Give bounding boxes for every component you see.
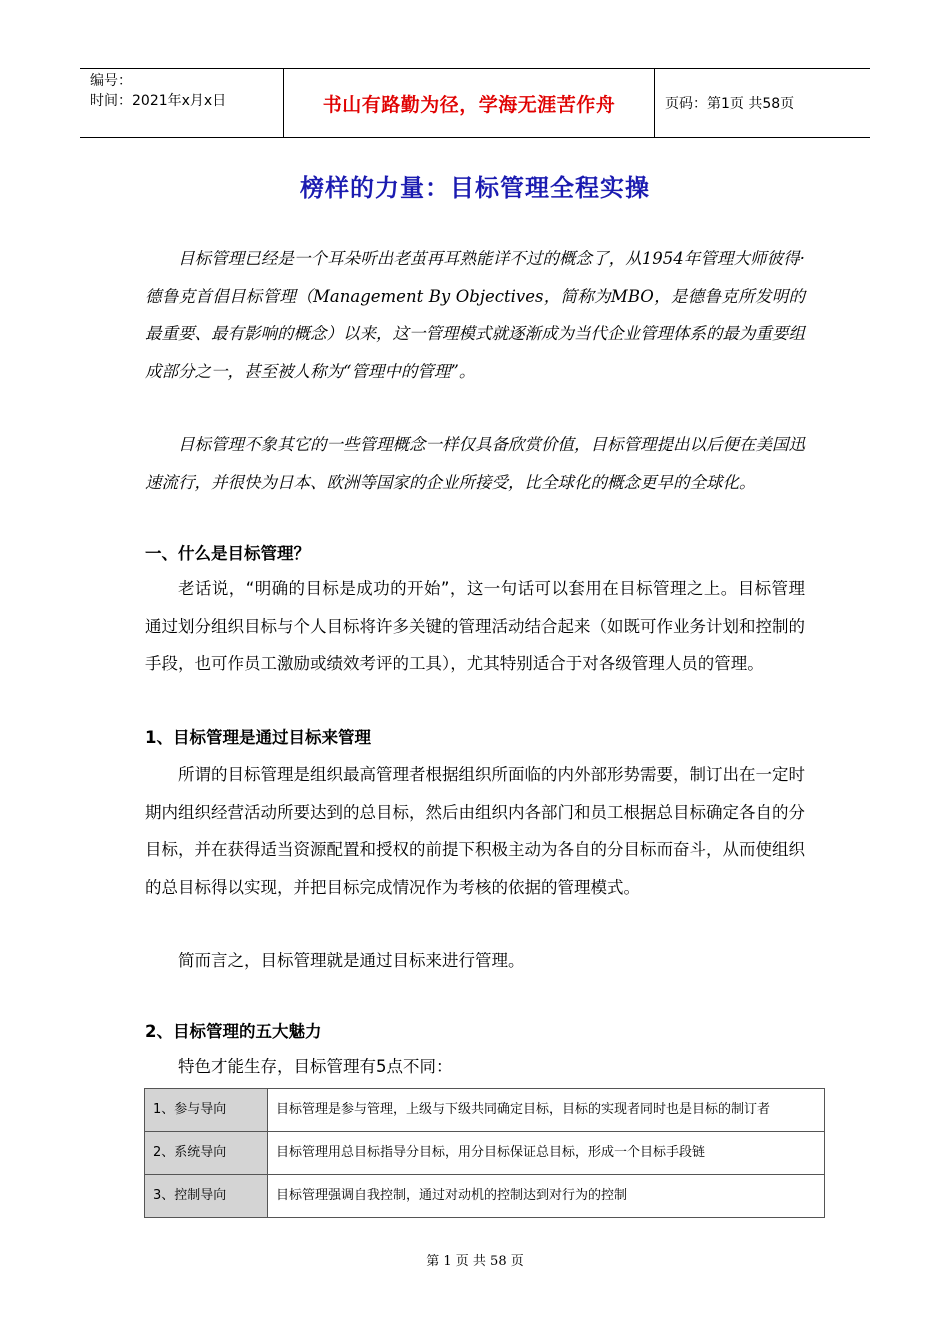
- table-row: [145, 1175, 825, 1218]
- page-header: [80, 68, 870, 138]
- feature-key: 2、系统导向: [145, 1132, 268, 1175]
- intro-paragraph-1: 目标管理已经是一个耳朵听出老茧再耳熟能详不过的概念了，从1954年管理大师彼得·德鲁克首倡目标管理（Management By Objectives，简称为MBO，是德鲁克所发明的最重要、最有影响的概念）以来，这一管理模式就逐渐成为当代企业管理体系的最为重要组成部分之一，甚至被人称为“管理中的管理”。: [145, 249, 805, 381]
- number-label: 编号：: [90, 73, 132, 89]
- subsection2-intro: 特色才能生存，目标管理有5点不同：: [178, 1057, 453, 1076]
- subsection1-paragraph-2: 简而言之，目标管理就是通过目标来进行管理。: [178, 951, 525, 970]
- table-row: [145, 1089, 825, 1132]
- header-motto: 书山有路勤为径，学海无涯苦作舟: [283, 69, 655, 137]
- features-table: [144, 1088, 825, 1218]
- feature-value: 目标管理用总目标指导分目标，用分目标保证总目标，形成一个目标手段链: [268, 1132, 825, 1175]
- section1-paragraph: 老话说，“明确的目标是成功的开始”，这一句话可以套用在目标管理之上。目标管理通过划分组织目标与个人目标将许多关键的管理活动结合起来（如既可作业务计划和控制的手段，也可作员工激励或绩效考评的工具），尤其特别适合于对各级管理人员的管理。: [145, 579, 805, 673]
- feature-key: 1、参与导向: [145, 1089, 268, 1132]
- subsection-heading-2: 2、目标管理的五大魅力: [145, 1022, 322, 1041]
- table-row: [145, 1132, 825, 1175]
- header-meta: [80, 69, 283, 137]
- document-title: 榜样的力量：目标管理全程实操: [300, 174, 650, 202]
- feature-value: 目标管理强调自我控制，通过对动机的控制达到对行为的控制: [268, 1175, 825, 1218]
- subsection1-paragraph-1: 所谓的目标管理是组织最高管理者根据组织所面临的内外部形势需要，制订出在一定时期内组织经营活动所要达到的总目标，然后由组织内各部门和员工根据总目标确定各自的分目标，并在获得适当资源配置和授权的前提下积极主动为各自的分目标而奋斗，从而使组织的总目标得以实现，并把目标完成情况作为考核的依据的管理模式。: [145, 765, 805, 897]
- intro-paragraph-2: 目标管理不象其它的一些管理概念一样仅具备欣赏价值，目标管理提出以后便在美国迅速流行，并很快为日本、欧洲等国家的企业所接受，比全球化的概念更早的全球化。: [145, 435, 805, 492]
- feature-value: 目标管理是参与管理，上级与下级共同确定目标，目标的实现者同时也是目标的制订者: [268, 1089, 825, 1132]
- subsection-heading-1: 1、目标管理是通过目标来管理: [145, 728, 371, 747]
- section-heading-1: 一、什么是目标管理？: [145, 544, 310, 563]
- time-label: 时间：2021年x月x日: [90, 93, 227, 109]
- feature-key: 3、控制导向: [145, 1175, 268, 1218]
- header-page-info: 页码：第1页 共58页: [665, 96, 795, 112]
- page-footer: 第 1 页 共 58 页: [426, 1254, 524, 1269]
